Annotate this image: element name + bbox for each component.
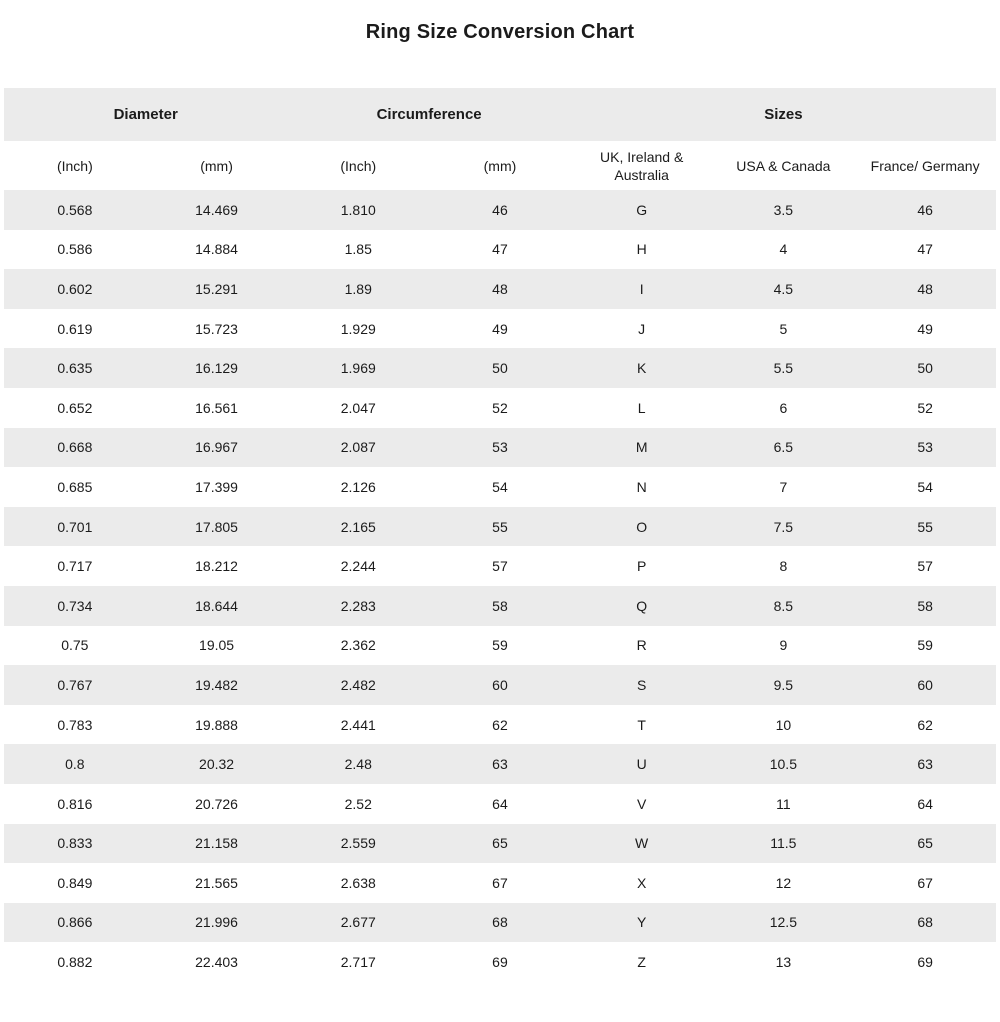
- table-row: [4, 626, 996, 666]
- table-cell: N: [636, 478, 647, 495]
- table-cell: P: [636, 558, 647, 575]
- table-cell: 65: [492, 835, 508, 852]
- table-cell: 10.5: [769, 756, 797, 773]
- table-cell: W: [635, 835, 649, 852]
- table-row: [4, 428, 996, 468]
- table-cell: 52: [492, 399, 508, 416]
- column-header-4: UK, Ireland & Australia: [571, 141, 713, 190]
- table-cell: 2.362: [340, 637, 376, 654]
- table-cell: 2.283: [340, 597, 376, 614]
- table-cell: 2.047: [340, 399, 376, 416]
- group-header-circumference: Circumference: [287, 88, 570, 141]
- table-cell: 2.165: [340, 518, 376, 535]
- table-cell: 4: [779, 241, 788, 258]
- table-cell: 64: [492, 795, 508, 812]
- table-row: [4, 665, 996, 705]
- table-row: [4, 903, 996, 943]
- table-cell: 50: [492, 360, 508, 377]
- table-row: [4, 230, 996, 270]
- table-cell: 2.559: [340, 835, 376, 852]
- table-cell: 12.5: [769, 914, 797, 931]
- table-cell: Z: [637, 954, 646, 971]
- table-cell: 52: [917, 399, 933, 416]
- table-cell: 14.469: [195, 201, 238, 218]
- table-cell: 1.810: [340, 201, 376, 218]
- table-cell: 62: [492, 716, 508, 733]
- table-cell: 19.05: [199, 637, 235, 654]
- table-cell: 2.087: [340, 439, 376, 456]
- table-cell: 68: [492, 914, 508, 931]
- table-cell: 2.677: [340, 914, 376, 931]
- table-cell: 2.48: [344, 756, 372, 773]
- table-cell: 0.882: [57, 954, 93, 971]
- table-cell: 5: [779, 320, 788, 337]
- table-cell: 3.5: [773, 201, 794, 218]
- table-cell: 8.5: [773, 597, 794, 614]
- table-cell: 19.482: [195, 676, 238, 693]
- table-cell: 13: [775, 954, 792, 971]
- table-cell: X: [636, 874, 647, 891]
- table-cell: 54: [917, 478, 933, 495]
- table-cell: 55: [492, 518, 508, 535]
- table-cell: Y: [636, 914, 647, 931]
- table-cell: 17.805: [195, 518, 238, 535]
- table-cell: 16.967: [195, 439, 238, 456]
- table-cell: 65: [917, 835, 933, 852]
- table-cell: 11: [776, 795, 791, 812]
- table-cell: 1.929: [340, 320, 376, 337]
- table-cell: 67: [492, 874, 508, 891]
- table-cell: 0.668: [57, 439, 93, 456]
- table-cell: 12: [775, 874, 792, 891]
- table-cell: J: [638, 320, 646, 337]
- table-cell: 59: [492, 637, 508, 654]
- table-cell: 2.52: [344, 795, 372, 812]
- table-cell: 9: [779, 637, 788, 654]
- table-cell: 48: [492, 280, 508, 297]
- table-cell: M: [635, 439, 648, 456]
- table-cell: S: [636, 676, 647, 693]
- table-row: [4, 824, 996, 864]
- group-header-diameter: Diameter: [4, 88, 287, 141]
- column-header-1: (mm): [146, 141, 288, 190]
- table-cell: 5.5: [773, 360, 794, 377]
- table-cell: 0.833: [57, 835, 93, 852]
- table-cell: 47: [917, 241, 933, 258]
- table-cell: 22.403: [195, 954, 238, 971]
- table-cell: 10: [775, 716, 792, 733]
- table-cell: 60: [492, 676, 508, 693]
- table-cell: 21.158: [195, 835, 238, 852]
- column-header-0: (Inch): [4, 141, 146, 190]
- table-row: [4, 546, 996, 586]
- table-cell: 0.635: [57, 360, 93, 377]
- table-row: [4, 705, 996, 745]
- table-row: [4, 309, 996, 349]
- table-cell: 69: [917, 954, 933, 971]
- table-cell: 15.291: [195, 280, 238, 297]
- table-cell: 57: [492, 558, 508, 575]
- table-cell: 19.888: [195, 716, 238, 733]
- table-body: [4, 190, 996, 982]
- table-cell: T: [637, 716, 646, 733]
- table-cell: 0.816: [57, 795, 93, 812]
- table-cell: L: [637, 399, 646, 416]
- table-cell: 69: [492, 954, 508, 971]
- ring-size-conversion-table: [4, 88, 996, 982]
- table-cell: 2.126: [340, 478, 376, 495]
- table-cell: 14.884: [195, 241, 238, 258]
- table-cell: 59: [917, 637, 933, 654]
- table-cell: 16.561: [195, 399, 238, 416]
- table-cell: 0.734: [57, 597, 93, 614]
- table-cell: 58: [917, 597, 933, 614]
- table-cell: Q: [636, 597, 648, 614]
- table-cell: 0.602: [57, 280, 93, 297]
- table-cell: 0.849: [57, 874, 93, 891]
- table-cell: 17.399: [195, 478, 238, 495]
- table-row: [4, 507, 996, 547]
- table-row: [4, 388, 996, 428]
- table-cell: 1.85: [344, 241, 372, 258]
- table-row: [4, 586, 996, 626]
- table-cell: 60: [917, 676, 933, 693]
- table-row: [4, 467, 996, 507]
- table-cell: 46: [492, 201, 508, 218]
- column-header-3: (mm): [429, 141, 571, 190]
- table-cell: 63: [492, 756, 508, 773]
- table-cell: R: [636, 637, 647, 654]
- table-cell: U: [636, 756, 647, 773]
- table-cell: 53: [917, 439, 933, 456]
- table-cell: 7: [779, 478, 788, 495]
- table-cell: 2.244: [340, 558, 376, 575]
- table-cell: 21.565: [195, 874, 238, 891]
- column-header-row: [4, 141, 996, 190]
- table-row: [4, 784, 996, 824]
- table-cell: 48: [917, 280, 933, 297]
- table-cell: 46: [917, 201, 933, 218]
- table-cell: 0.586: [57, 241, 93, 258]
- table-cell: 18.644: [195, 597, 238, 614]
- table-cell: 0.685: [57, 478, 93, 495]
- table-cell: K: [636, 360, 647, 377]
- table-cell: 15.723: [195, 320, 238, 337]
- table-cell: H: [636, 241, 647, 258]
- table-cell: 49: [917, 320, 933, 337]
- table-cell: 68: [917, 914, 933, 931]
- table-cell: 2.441: [340, 716, 376, 733]
- table-cell: 2.638: [340, 874, 376, 891]
- table-cell: 0.568: [57, 201, 93, 218]
- table-cell: 67: [917, 874, 933, 891]
- table-cell: 0.717: [57, 558, 93, 575]
- table-cell: G: [636, 201, 648, 218]
- table-row: [4, 942, 996, 982]
- table-cell: 0.767: [57, 676, 93, 693]
- table-cell: 11.5: [770, 835, 797, 852]
- table-cell: 21.996: [195, 914, 238, 931]
- page-title: Ring Size Conversion Chart: [365, 21, 635, 43]
- table-row: [4, 863, 996, 903]
- column-header-5: USA & Canada: [713, 141, 855, 190]
- table-cell: 0.783: [57, 716, 93, 733]
- table-cell: 7.5: [773, 518, 794, 535]
- table-cell: 64: [917, 795, 933, 812]
- table-cell: 6: [779, 399, 788, 416]
- table-cell: 6.5: [773, 439, 794, 456]
- table-cell: 47: [492, 241, 508, 258]
- table-cell: 58: [492, 597, 508, 614]
- table-cell: 18.212: [195, 558, 238, 575]
- column-header-2: (Inch): [287, 141, 429, 190]
- table-cell: 57: [917, 558, 933, 575]
- table-cell: 9.5: [773, 676, 794, 693]
- table-cell: 20.726: [195, 795, 238, 812]
- table-cell: 0.75: [61, 637, 89, 654]
- table-cell: 2.717: [340, 954, 376, 971]
- table-row: [4, 190, 996, 230]
- table-cell: 4.5: [773, 280, 794, 297]
- table-cell: 8: [779, 558, 788, 575]
- table-cell: 1.89: [344, 280, 372, 297]
- table-cell: 0.8: [65, 756, 85, 773]
- table-cell: 0.619: [57, 320, 93, 337]
- table-cell: O: [636, 518, 648, 535]
- table-cell: 0.701: [57, 518, 93, 535]
- table-cell: V: [636, 795, 647, 812]
- table-row: [4, 744, 996, 784]
- table-cell: 62: [917, 716, 933, 733]
- table-cell: 2.482: [340, 676, 376, 693]
- table-row: [4, 269, 996, 309]
- table-cell: 0.866: [57, 914, 93, 931]
- table-row: [4, 348, 996, 388]
- table-cell: 20.32: [199, 756, 235, 773]
- group-header-row: [4, 88, 996, 141]
- table-cell: 16.129: [195, 360, 238, 377]
- table-cell: 0.652: [57, 399, 93, 416]
- column-header-6: France/ Germany: [854, 141, 996, 190]
- table-cell: 53: [492, 439, 508, 456]
- table-cell: 55: [917, 518, 933, 535]
- table-cell: 63: [917, 756, 933, 773]
- table-cell: 49: [492, 320, 508, 337]
- table-cell: 50: [917, 360, 933, 377]
- table-cell: I: [639, 280, 644, 297]
- group-header-sizes: Sizes: [571, 88, 996, 141]
- table-cell: 54: [492, 478, 508, 495]
- table-cell: 1.969: [340, 360, 376, 377]
- table-header: [4, 88, 996, 190]
